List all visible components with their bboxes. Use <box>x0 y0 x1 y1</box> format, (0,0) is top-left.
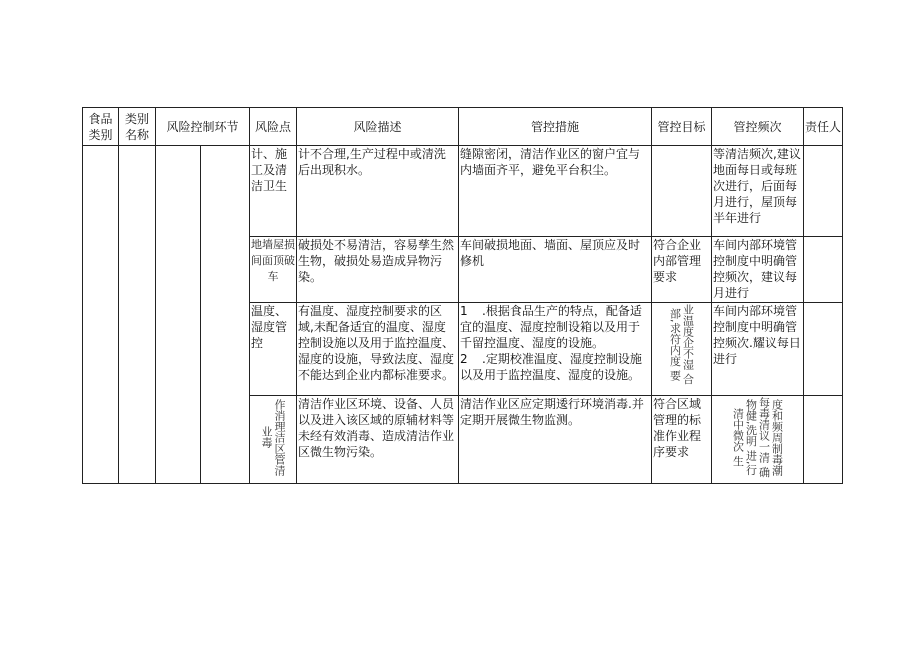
frequency-cell: 车间内部环境管控制度中明确管控频次，建议每月进行 <box>712 237 804 303</box>
target-cell: 符合企业内部管理要求 <box>652 237 712 303</box>
frequency-cell: 等清洁频次,建议地面每日或每班次进行，后面每月进行，屋顶每半年进行 <box>712 146 804 237</box>
measure-number: 2 <box>460 352 468 366</box>
target-vertical-text: 业温度企不湿 合部,求符内度 要 <box>668 303 695 385</box>
measures-cell: 缝隙密闭，清洁作业区的窗户宜与内墙面齐平，避免平台积尘。 <box>459 146 652 237</box>
measures-cell: 清洁作业区应定期逶行环境消毒.并定期开展微生物监测。 <box>459 396 652 484</box>
risk-desc-cell: 清洁作业区环境、设备、人员以及进入该区域的原辅材料等未经有效消毒、造成清洁作业区微生物污染。 <box>297 396 459 484</box>
header-responsible: 责任人 <box>804 108 843 146</box>
risk-point-cell: 地墙屋损 间面顶破 车 <box>250 237 297 303</box>
control-step-cell-a <box>156 146 201 484</box>
risk-point-cell: 计、施工及清洁卫生 <box>250 146 297 237</box>
header-target: 管控目标 <box>652 108 712 146</box>
header-category-name: 类别名称 <box>119 108 156 146</box>
header-row <box>83 108 843 146</box>
measure-text: .根据食品生产的特点，配备适宜的温度、湿度控制设箱以及用于千留控温度、湿度的设施。 <box>460 304 642 350</box>
risk-point-cell: 温度、湿度管控 <box>250 303 297 396</box>
measures-cell: 车间破损地面、墙面、屋顶应及时修机 <box>459 237 652 303</box>
measures-cell <box>459 303 652 396</box>
responsible-cell <box>804 237 843 303</box>
frequency-vertical-text: 度和频周制毒潮 每毒清议一清 确物健,洗明 进,行清中微次 生 <box>731 396 784 478</box>
target-cell <box>652 146 712 237</box>
risk-desc-cell: 计不合理,生产过程中或清洗后出现积水。 <box>297 146 459 237</box>
risk-desc-cell: 破损处不易清洁，容易孳生然生物，破损处易造成异物污染。 <box>297 237 459 303</box>
header-food-category: 食品类别 <box>83 108 119 146</box>
risk-point-vertical-text: 作消理洁区管清 业毒 <box>260 398 287 476</box>
responsible-cell <box>804 303 843 396</box>
target-cell <box>652 303 712 396</box>
header-control-step: 风险控制环节 <box>156 108 250 146</box>
category-name-cell <box>119 146 156 484</box>
header-frequency: 管控频次 <box>712 108 804 146</box>
measure-item <box>460 351 650 383</box>
food-category-cell <box>83 146 119 484</box>
risk-control-table <box>82 107 843 484</box>
target-cell: 符合区域管理的标准作业程序要求 <box>652 396 712 484</box>
measure-item <box>460 303 650 351</box>
risk-point-cell <box>250 396 297 484</box>
frequency-cell: 车间内部环境管控制度中明确管控频次.耀议每日进行 <box>712 303 804 396</box>
header-risk-desc: 风险描述 <box>297 108 459 146</box>
frequency-cell <box>712 396 804 484</box>
measure-number: 1 <box>460 304 468 318</box>
risk-desc-cell: 有温度、湿度控制要求的区域,未配备适宜的温度、湿度控制设施以及用于监控温度、湿度的设施，导致法度、湿度不能达到企业内都标准要求。 <box>297 303 459 396</box>
header-measures: 管控措施 <box>459 108 652 146</box>
control-step-cell-b <box>201 146 250 484</box>
responsible-cell <box>804 396 843 484</box>
table-row <box>83 146 843 237</box>
measure-text: .定期校准温度、湿度控制设施以及用于监控温度、湿度的设施。 <box>460 352 642 382</box>
header-risk-point: 风险点 <box>250 108 297 146</box>
responsible-cell <box>804 146 843 237</box>
